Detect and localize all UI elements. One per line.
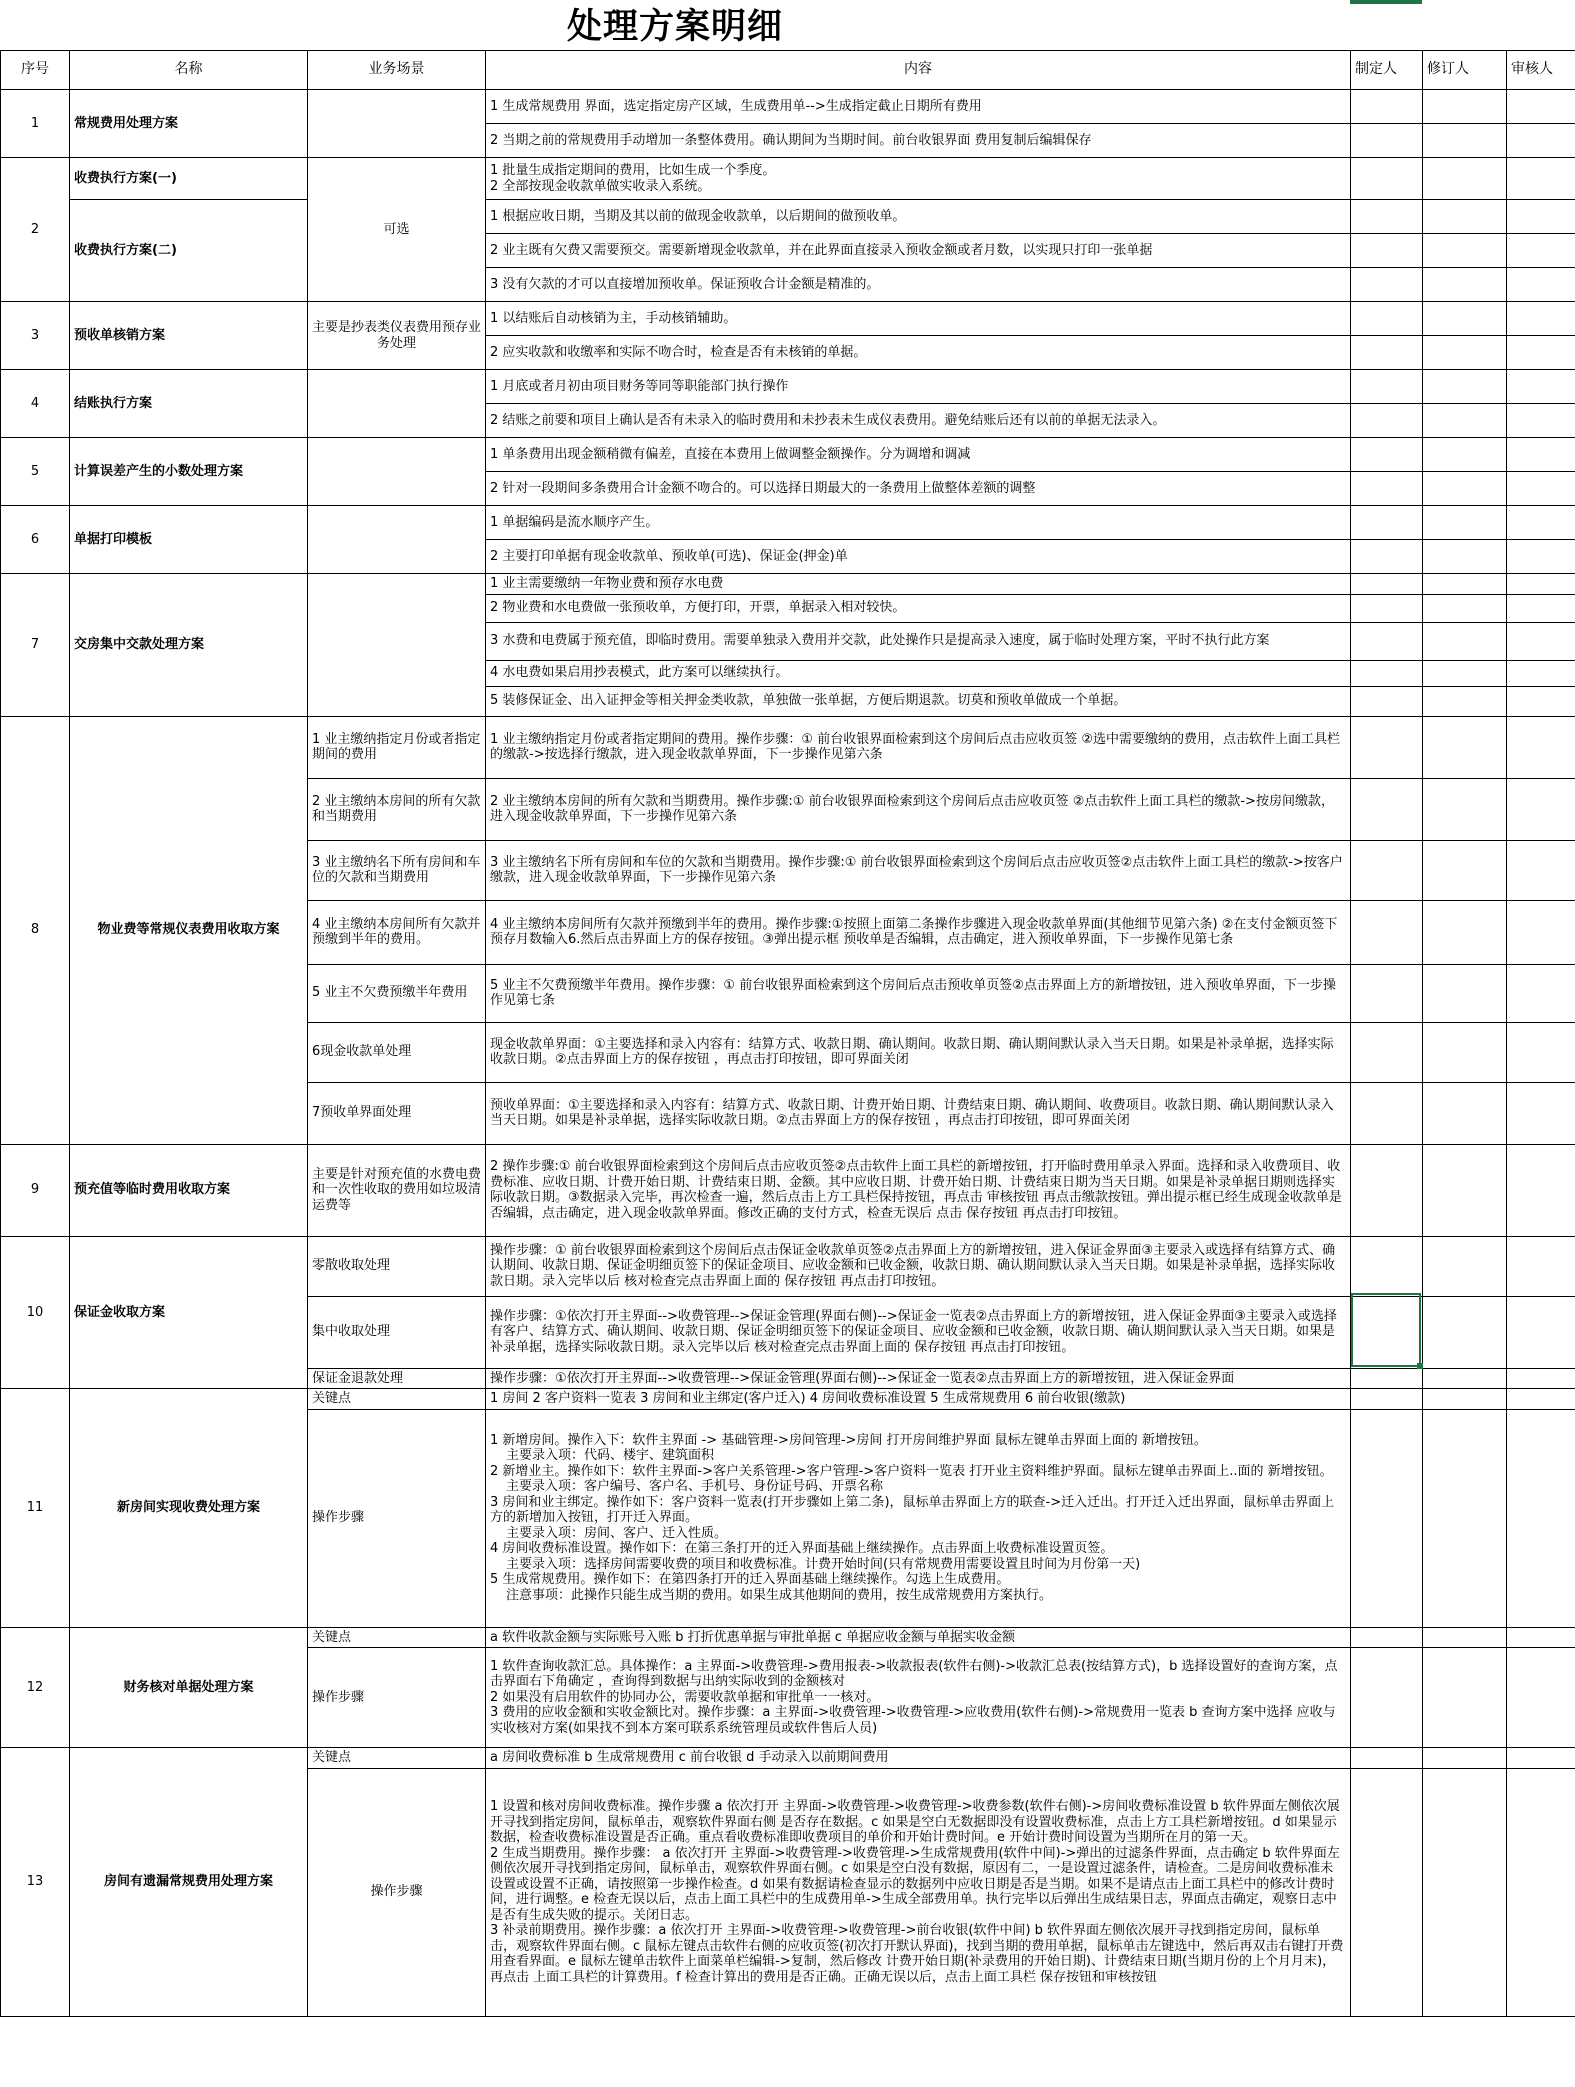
- plan-name[interactable]: 物业费等常规仪表费用收取方案: [70, 716, 308, 1144]
- reviser-cell[interactable]: [1423, 1296, 1507, 1368]
- content-cell[interactable]: 1 生成常规费用 界面，选定指定房产区域，生成费用单-->生成指定截止日期所有费用: [486, 90, 1351, 124]
- reviser-cell[interactable]: [1423, 404, 1507, 438]
- content-cell[interactable]: 2 应实收款和收缴率和实际不吻合时，检查是否有未核销的单据。: [486, 336, 1351, 370]
- table-row: [1, 716, 1575, 778]
- scene-cell[interactable]: 零散收取处理: [308, 1236, 486, 1296]
- reviser-cell[interactable]: [1423, 1409, 1507, 1627]
- checker-cell[interactable]: [1507, 594, 1575, 622]
- table-row: [1, 1144, 1575, 1236]
- reviser-cell[interactable]: [1423, 574, 1507, 595]
- checker-cell[interactable]: [1507, 778, 1575, 840]
- checker-cell[interactable]: [1507, 1648, 1575, 1748]
- row-number[interactable]: 4: [1, 370, 70, 438]
- content-cell[interactable]: 1 以结账后自动核销为主，手动核销辅助。: [486, 302, 1351, 336]
- content-cell[interactable]: 3 业主缴纳名下所有房间和车位的欠款和当期费用。操作步骤:① 前台收银界面检索到这个房间后点击应收页签②点击软件上面工具栏的缴款->按客户缴款，进入现金收款单界面，下一步操作见第六条: [486, 840, 1351, 900]
- content-line: 2 全部按现金收款单做实收录入系统。: [490, 178, 711, 194]
- content-cell[interactable]: 1 月底或者月初由项目财务等同等职能部门执行操作: [486, 370, 1351, 404]
- scene-cell[interactable]: 关键点: [308, 1627, 486, 1648]
- reviser-cell[interactable]: [1423, 622, 1507, 660]
- row-number[interactable]: 13: [1, 1748, 70, 2017]
- scene-cell[interactable]: 操作步骤: [308, 1409, 486, 1627]
- table-row: [1, 1627, 1575, 1648]
- content-cell[interactable]: 3 水费和电费属于预充值，即临时费用。需要单独录入费用并交款，此处操作只是提高录入速度，属于临时处理方案，平时不执行此方案: [486, 622, 1351, 660]
- maker-cell[interactable]: [1351, 506, 1423, 540]
- checker-cell[interactable]: [1507, 1022, 1575, 1082]
- content-line: 1 新增房间。操作入下：软件主界面 -> 基础管理->房间管理->房间 打开房间维护界面 鼠标左键单击界面上面的 新增按钮。: [490, 1432, 1207, 1448]
- maker-cell[interactable]: [1351, 622, 1423, 660]
- maker-cell[interactable]: [1351, 438, 1423, 472]
- content-cell[interactable]: 1 单条费用出现金额稍微有偏差，直接在本费用上做调整金额操作。分为调增和调减: [486, 438, 1351, 472]
- maker-cell[interactable]: [1351, 1296, 1423, 1368]
- header-reviser[interactable]: 修订人: [1423, 51, 1507, 90]
- row-number[interactable]: 6: [1, 506, 70, 574]
- page-title: 处理方案明细: [566, 6, 783, 47]
- maker-cell[interactable]: [1351, 90, 1423, 124]
- maker-cell[interactable]: [1351, 1022, 1423, 1082]
- scene-cell[interactable]: 关键点: [308, 1748, 486, 1769]
- plan-name[interactable]: 房间有遗漏常规费用处理方案: [70, 1748, 308, 2017]
- reviser-cell[interactable]: [1423, 370, 1507, 404]
- maker-cell[interactable]: [1351, 124, 1423, 158]
- content-cell[interactable]: 3 没有欠款的才可以直接增加预收单。保证预收合计金额是精准的。: [486, 268, 1351, 302]
- content-cell[interactable]: 2 针对一段期间多条费用合计金额不吻合的。可以选择日期最大的一条费用上做整体差额的调整: [486, 472, 1351, 506]
- content-cell[interactable]: 1 单据编码是流水顺序产生。: [486, 506, 1351, 540]
- content-cell[interactable]: 5 装修保证金、出入证押金等相关押金类收款，单独做一张单据，方便后期退款。切莫和预收单做成一个单据。: [486, 686, 1351, 716]
- header-row: [1, 51, 1575, 90]
- checker-cell[interactable]: [1507, 716, 1575, 778]
- checker-cell[interactable]: [1507, 506, 1575, 540]
- content-cell[interactable]: 2 结账之前要和项目上确认是否有未录入的临时费用和未抄表未生成仪表费用。避免结账后还有以前的单据无法录入。: [486, 404, 1351, 438]
- content-line: 1 设置和核对房间收费标准。操作步骤 a 依次打开 主界面->收费管理->收费管理->收费参数(软件右侧)->房间收费标准设置 b 软件界面左侧依次展开寻找到指定房间，鼠标单击，观察软件界面右侧 是否存在数据。c 如果是空白无数据即没有设置收费标准，点击上方工具栏新增按钮。d 如果显示数据，检查收费标准设置是否正确。重点看收费标准即收费项目的单价和开始计费时间。e 开始计费时间设置为当期所在月的第一天。: [490, 1799, 1340, 1845]
- plan-name[interactable]: 收费执行方案(二): [70, 200, 308, 302]
- maker-cell[interactable]: [1351, 1368, 1423, 1389]
- maker-cell[interactable]: [1351, 1409, 1423, 1627]
- table-row: [1, 302, 1575, 336]
- scene-cell[interactable]: 5 业主不欠费预缴半年费用: [308, 964, 486, 1022]
- checker-cell[interactable]: [1507, 438, 1575, 472]
- table-row: [1, 438, 1575, 472]
- maker-cell[interactable]: [1351, 1768, 1423, 2016]
- maker-cell[interactable]: [1351, 472, 1423, 506]
- maker-cell[interactable]: [1351, 1144, 1423, 1236]
- maker-cell[interactable]: [1351, 404, 1423, 438]
- scene-cell[interactable]: 4 业主缴纳本房间所有欠款并预缴到半年的费用。: [308, 900, 486, 964]
- table-row: [1, 200, 1575, 234]
- plan-name[interactable]: 财务核对单据处理方案: [70, 1627, 308, 1748]
- row-number[interactable]: 11: [1, 1389, 70, 1628]
- content-cell[interactable]: [486, 1768, 1351, 2016]
- checker-cell[interactable]: [1507, 622, 1575, 660]
- header-maker[interactable]: 制定人: [1351, 51, 1423, 90]
- maker-cell[interactable]: [1351, 964, 1423, 1022]
- checker-cell[interactable]: [1507, 1144, 1575, 1236]
- content-line: 2 新增业主。操作如下：软件主界面->客户关系管理->客户管理->客户资料一览表 打开业主资料维护界面。鼠标左键单击界面上..面的 新增按钮。: [490, 1463, 1333, 1479]
- checker-cell[interactable]: [1507, 964, 1575, 1022]
- checker-cell[interactable]: [1507, 158, 1575, 200]
- scene-cell[interactable]: 6现金收款单处理: [308, 1022, 486, 1082]
- row-number[interactable]: 9: [1, 1144, 70, 1236]
- checker-cell[interactable]: [1507, 200, 1575, 234]
- checker-cell[interactable]: [1507, 336, 1575, 370]
- checker-cell[interactable]: [1507, 404, 1575, 438]
- content-line: 3 补录前期费用。操作步骤：a 依次打开 主界面->收费管理->收费管理->前台收银(软件中间) b 软件界面左侧依次展开寻找到指定房间，鼠标单击，观察软件界面右侧。c 鼠标左键点击软件右侧的应收页签(初次打开默认界面)，找到当期的费用单据，鼠标单击左键选中，然后再双击右键打开费用查看界面。e 鼠标左键单击软件上面菜单栏编辑->复制，然后修改 计费开始日期(补录费用的开始日期)、计费结束日期(当期月份的上个月月末)，再点击 上面工具栏的计算费用。f 检查计算出的费用是否正确。正确无误以后，点击上面工具栏 保存按钮和审核按钮: [490, 1923, 1344, 1985]
- table-row: [1, 574, 1575, 595]
- checker-cell[interactable]: [1507, 1409, 1575, 1627]
- maker-cell[interactable]: [1351, 370, 1423, 404]
- checker-cell[interactable]: [1507, 302, 1575, 336]
- row-number[interactable]: 8: [1, 716, 70, 1144]
- reviser-cell[interactable]: [1423, 660, 1507, 686]
- scene-cell[interactable]: 2 业主缴纳本房间的所有欠款和当期费用: [308, 778, 486, 840]
- table-row: [1, 1236, 1575, 1296]
- content-cell[interactable]: [486, 1648, 1351, 1748]
- scene-cell[interactable]: 操作步骤: [308, 1768, 486, 2016]
- content-line: 2 生成当期费用。操作步骤： a 依次打开 主界面->收费管理->收费管理->生成常规费用(软件中间)->弹出的过滤条件界面，点击确定 b 软件界面左侧依次展开寻找到指定房间，鼠标单击，观察软件界面右侧。c 如果是空白没有数据，原因有二，一是设置过滤条件，请检查。二是房间收费标准未设置或设置不正确，请按照第一步操作检查。d 如果有数据请检查显示的数据列中应收日期是否是当期。如果不是请点击上面工具栏中的修改计费时间，进行调整。e 检查无误以后，点击上面工具栏中的生成费用单->生成全部费用单。执行完毕以后弹出生成结果日志，界面点击确定，观察日志中是否有生成失败的提示。关闭日志。: [490, 1845, 1340, 1923]
- scene-cell[interactable]: 操作步骤: [308, 1648, 486, 1748]
- scene-cell[interactable]: 1 业主缴纳指定月份或者指定期间的费用: [308, 716, 486, 778]
- maker-cell[interactable]: [1351, 1627, 1423, 1648]
- maker-cell[interactable]: [1351, 778, 1423, 840]
- header-content[interactable]: 内容: [486, 51, 1351, 90]
- content-cell[interactable]: 1 业主缴纳指定月份或者指定期间的费用。操作步骤：① 前台收银界面检索到这个房间后点击应收页签 ②选中需要缴纳的费用，点击软件上面工具栏的缴款->按选择行缴款，进入现金收款单界面，下一步操作见第六条: [486, 716, 1351, 778]
- scene-cell[interactable]: [308, 574, 486, 717]
- plan-name[interactable]: 预收单核销方案: [70, 302, 308, 370]
- checker-cell[interactable]: [1507, 660, 1575, 686]
- plan-name[interactable]: 单据打印模板: [70, 506, 308, 574]
- reviser-cell[interactable]: [1423, 268, 1507, 302]
- content-cell[interactable]: a 房间收费标准 b 生成常规费用 c 前台收银 d 手动录入以前期间费用: [486, 1748, 1351, 1769]
- maker-cell[interactable]: [1351, 268, 1423, 302]
- active-column-marker: [1350, 0, 1422, 4]
- content-cell[interactable]: [486, 158, 1351, 200]
- reviser-cell[interactable]: [1423, 540, 1507, 574]
- reviser-cell[interactable]: [1423, 594, 1507, 622]
- content-cell[interactable]: 操作步骤：① 前台收银界面检索到这个房间后点击保证金收款单页签②点击界面上方的新增按钮，进入保证金界面③主要录入或选择有结算方式、确认期间、收款日期、保证金明细页签下的保证金项目、应收金额和已收金额，收款日期、确认期间默认录入当天日期。如果是补录单据，选择实际收款日期。录入完毕以后 核对检查完点击界面上面的 保存按钮 再点击打印按钮。: [486, 1236, 1351, 1296]
- scene-cell[interactable]: 主要是针对预充值的水费电费和一次性收取的费用如垃圾清运费等: [308, 1144, 486, 1236]
- content-line: 注意事项：此操作只能生成当期的费用。如果生成其他期间的费用，按生成常规费用方案执行。: [506, 1587, 1053, 1603]
- checker-cell[interactable]: [1507, 1236, 1575, 1296]
- reviser-cell[interactable]: [1423, 1627, 1507, 1648]
- reviser-cell[interactable]: [1423, 438, 1507, 472]
- content-cell[interactable]: 操作步骤：①依次打开主界面-->收费管理-->保证金管理(界面右侧)-->保证金一览表②点击界面上方的新增按钮，进入保证金界面③主要录入或选择有客户、结算方式、确认期间、收款日期、保证金明细页签下的保证金项目、应收金额和已收金额，收款日期、确认期间默认录入当天日期。如果是补录单据，选择实际收款日期。录入完毕以后 核对检查完点击界面上面的 保存按钮 再点击打印按钮。: [486, 1296, 1351, 1368]
- reviser-cell[interactable]: [1423, 200, 1507, 234]
- content-line: 4 房间收费标准设置。操作如下：在第三条打开的迁入界面基础上继续操作。点击界面上收费标准设置页签。: [490, 1541, 1114, 1557]
- checker-cell[interactable]: [1507, 900, 1575, 964]
- plan-name[interactable]: 常规费用处理方案: [70, 90, 308, 158]
- scene-cell[interactable]: 保证金退款处理: [308, 1368, 486, 1389]
- row-number[interactable]: 5: [1, 438, 70, 506]
- reviser-cell[interactable]: [1423, 124, 1507, 158]
- row-number[interactable]: 2: [1, 158, 70, 302]
- header-no[interactable]: 序号: [1, 51, 70, 90]
- content-line: 5 生成常规费用。操作如下：在第四条打开的迁入界面基础上继续操作。勾选上生成费用。: [490, 1572, 1010, 1588]
- content-cell[interactable]: 2 物业费和水电费做一张预收单，方便打印，开票，单据录入相对较快。: [486, 594, 1351, 622]
- checker-cell[interactable]: [1507, 840, 1575, 900]
- maker-cell[interactable]: [1351, 900, 1423, 964]
- scene-cell[interactable]: 主要是抄表类仪表费用预存业务处理: [308, 302, 486, 370]
- table-row: [1, 370, 1575, 404]
- maker-cell[interactable]: [1351, 1236, 1423, 1296]
- content-cell[interactable]: 1 业主需要缴纳一年物业费和预存水电费: [486, 574, 1351, 595]
- content-line: 2 如果没有启用软件的协同办公，需要收款单据和审批单一一核对。: [490, 1689, 880, 1705]
- scene-cell[interactable]: 可选: [308, 158, 486, 302]
- content-cell[interactable]: 2 业主既有欠费又需要预交。需要新增现金收款单，并在此界面直接录入预收金额或者月数，以实现只打印一张单据: [486, 234, 1351, 268]
- content-cell[interactable]: a 软件收款金额与实际账号入账 b 打折优惠单据与审批单据 c 单据应收金额与单据实收金额: [486, 1627, 1351, 1648]
- table-row: [1, 158, 1575, 200]
- checker-cell[interactable]: [1507, 124, 1575, 158]
- checker-cell[interactable]: [1507, 370, 1575, 404]
- row-number[interactable]: 1: [1, 90, 70, 158]
- scene-cell[interactable]: 7预收单界面处理: [308, 1082, 486, 1144]
- row-number[interactable]: 7: [1, 574, 70, 717]
- reviser-cell[interactable]: [1423, 1768, 1507, 2016]
- content-cell[interactable]: 5 业主不欠费预缴半年费用。操作步骤：① 前台收银界面检索到这个房间后点击预收单页签②点击界面上方的新增按钮，进入预收单界面，下一步操作见第七条: [486, 964, 1351, 1022]
- plan-table: [0, 50, 1575, 2017]
- checker-cell[interactable]: [1507, 574, 1575, 595]
- checker-cell[interactable]: [1507, 1082, 1575, 1144]
- reviser-cell[interactable]: [1423, 1144, 1507, 1236]
- maker-cell[interactable]: [1351, 660, 1423, 686]
- maker-cell[interactable]: [1351, 1748, 1423, 1769]
- checker-cell[interactable]: [1507, 1768, 1575, 2016]
- reviser-cell[interactable]: [1423, 158, 1507, 200]
- checker-cell[interactable]: [1507, 540, 1575, 574]
- maker-cell[interactable]: [1351, 686, 1423, 716]
- reviser-cell[interactable]: [1423, 302, 1507, 336]
- content-cell[interactable]: 2 业主缴纳本房间的所有欠款和当期费用。操作步骤:① 前台收银界面检索到这个房间后点击应收页签 ②点击软件上面工具栏的缴款->按房间缴款，进入现金收款单界面，下一步操作见第六条: [486, 778, 1351, 840]
- content-cell[interactable]: 1 房间 2 客户资料一览表 3 房间和业主绑定(客户迁入) 4 房间收费标准设置 5 生成常规费用 6 前台收银(缴款): [486, 1389, 1351, 1410]
- checker-cell[interactable]: [1507, 268, 1575, 302]
- checker-cell[interactable]: [1507, 1748, 1575, 1769]
- content-cell[interactable]: [486, 1409, 1351, 1627]
- content-line: 3 房间和业主绑定。操作如下：客户资料一览表(打开步骤如上第二条)，鼠标单击界面上方的联查->迁入迁出。打开迁入迁出界面，鼠标单击界面上方的新增加入按钮，打开迁入界面。: [490, 1494, 1335, 1526]
- content-line: 主要录入项：代码、楼宇、建筑面积: [506, 1448, 715, 1464]
- content-line: 1 软件查询收款汇总。具体操作：a 主界面->收费管理->费用报表->收款报表(软件右侧)->收款汇总表(按结算方式)，b 选择设置好的查询方案，点击界面右下角确定 ，查询得到数据与出纳实际收到的金额核对: [490, 1658, 1338, 1690]
- plan-name[interactable]: 结账执行方案: [70, 370, 308, 438]
- row-number[interactable]: 12: [1, 1627, 70, 1748]
- maker-cell[interactable]: [1351, 336, 1423, 370]
- content-cell[interactable]: 4 水电费如果启用抄表模式，此方案可以继续执行。: [486, 660, 1351, 686]
- content-cell[interactable]: 预收单界面：①主要选择和录入内容有：结算方式、收款日期、计费开始日期、计费结束日期、确认期间、收费项目。收款日期、确认期间默认录入当天日期。如果是补录单据，选择实际收款日期。②点击界面上方的保存按钮 ，再点击打印按钮，即可界面关闭: [486, 1082, 1351, 1144]
- row-number[interactable]: 3: [1, 302, 70, 370]
- row-number[interactable]: 10: [1, 1236, 70, 1389]
- plan-name[interactable]: 交房集中交款处理方案: [70, 574, 308, 717]
- maker-cell[interactable]: [1351, 574, 1423, 595]
- maker-cell[interactable]: [1351, 1082, 1423, 1144]
- checker-cell[interactable]: [1507, 1296, 1575, 1368]
- header-scene[interactable]: 业务场景: [308, 51, 486, 90]
- checker-cell[interactable]: [1507, 686, 1575, 716]
- reviser-cell[interactable]: [1423, 1022, 1507, 1082]
- reviser-cell[interactable]: [1423, 778, 1507, 840]
- checker-cell[interactable]: [1507, 90, 1575, 124]
- maker-cell[interactable]: [1351, 1389, 1423, 1410]
- maker-cell[interactable]: [1351, 234, 1423, 268]
- table-row: [1, 90, 1575, 124]
- plan-name[interactable]: 新房间实现收费处理方案: [70, 1389, 308, 1628]
- reviser-cell[interactable]: [1423, 716, 1507, 778]
- maker-cell[interactable]: [1351, 540, 1423, 574]
- plan-name[interactable]: 保证金收取方案: [70, 1236, 308, 1389]
- reviser-cell[interactable]: [1423, 900, 1507, 964]
- reviser-cell[interactable]: [1423, 506, 1507, 540]
- maker-cell[interactable]: [1351, 1648, 1423, 1748]
- reviser-cell[interactable]: [1423, 1389, 1507, 1410]
- reviser-cell[interactable]: [1423, 472, 1507, 506]
- header-name[interactable]: 名称: [70, 51, 308, 90]
- plan-name[interactable]: 预充值等临时费用收取方案: [70, 1144, 308, 1236]
- plan-name[interactable]: 计算误差产生的小数处理方案: [70, 438, 308, 506]
- scene-cell[interactable]: [308, 370, 486, 438]
- content-line: 主要录入项：房间、客户、迁入性质。: [506, 1525, 728, 1541]
- reviser-cell[interactable]: [1423, 1082, 1507, 1144]
- scene-cell[interactable]: [308, 506, 486, 574]
- content-cell[interactable]: 现金收款单界面：①主要选择和录入内容有：结算方式、收款日期、确认期间。收款日期、确认期间默认录入当天日期。如果是补录单据，选择实际收款日期。②点击界面上方的保存按钮 ，再点击打印按钮，即可界面关闭: [486, 1022, 1351, 1082]
- scene-cell[interactable]: 3 业主缴纳名下所有房间和车位的欠款和当期费用: [308, 840, 486, 900]
- checker-cell[interactable]: [1507, 1627, 1575, 1648]
- reviser-cell[interactable]: [1423, 1748, 1507, 1769]
- reviser-cell[interactable]: [1423, 840, 1507, 900]
- content-line: 主要录入项：客户编号、客户名、手机号、身份证号码、开票名称: [506, 1479, 884, 1495]
- content-line: 1 批量生成指定期间的费用，比如生成一个季度。: [490, 163, 776, 178]
- content-cell[interactable]: 4 业主缴纳本房间所有欠款并预缴到半年的费用。操作步骤:①按照上面第二条操作步骤进入现金收款单界面(其他细节见第六条) ②在支付金额页签下预存月数输入6.然后点击界面上方的保存按钮。③弹出提示框 预收单是否编辑，点击确定，进入预收单界面，下一步操作见第七条: [486, 900, 1351, 964]
- content-cell[interactable]: 操作步骤：①依次打开主界面-->收费管理-->保证金管理(界面右侧)-->保证金一览表②点击界面上方的新增按钮，进入保证金界面: [486, 1368, 1351, 1389]
- scene-cell[interactable]: [308, 90, 486, 158]
- content-line: 主要录入项：选择房间需要收费的项目和收费标准。计费开始时间(只有常规费用需要设置且时间为月份第一天): [506, 1556, 1141, 1572]
- maker-cell[interactable]: [1351, 840, 1423, 900]
- maker-cell[interactable]: [1351, 158, 1423, 200]
- header-checker[interactable]: 审核人: [1507, 51, 1575, 90]
- reviser-cell[interactable]: [1423, 336, 1507, 370]
- content-cell[interactable]: 2 当期之前的常规费用手动增加一条整体费用。确认期间为当期时间。前台收银界面 费用复制后编辑保存: [486, 124, 1351, 158]
- reviser-cell[interactable]: [1423, 1236, 1507, 1296]
- maker-cell[interactable]: [1351, 716, 1423, 778]
- reviser-cell[interactable]: [1423, 234, 1507, 268]
- reviser-cell[interactable]: [1423, 90, 1507, 124]
- checker-cell[interactable]: [1507, 472, 1575, 506]
- maker-cell[interactable]: [1351, 200, 1423, 234]
- table-row: [1, 1748, 1575, 1769]
- checker-cell[interactable]: [1507, 1389, 1575, 1410]
- reviser-cell[interactable]: [1423, 686, 1507, 716]
- scene-cell[interactable]: [308, 438, 486, 506]
- maker-cell[interactable]: [1351, 302, 1423, 336]
- table-row: [1, 506, 1575, 540]
- content-line: 3 费用的应收金额和实收金额比对。操作步骤：a 主界面->收费管理->收费管理->应收费用(软件右侧)->常规费用一览表 b 查询方案中选择 应收与实收核对方案(如果找不到本方案可联系系统管理员或软件售后人员): [490, 1705, 1336, 1736]
- content-cell[interactable]: 2 主要打印单据有现金收款单、预收单(可选)、保证金(押金)单: [486, 540, 1351, 574]
- table-row: [1, 1389, 1575, 1410]
- checker-cell[interactable]: [1507, 234, 1575, 268]
- content-cell[interactable]: 1 根据应收日期，当期及其以前的做现金收款单，以后期间的做预收单。: [486, 200, 1351, 234]
- scene-cell[interactable]: 集中收取处理: [308, 1296, 486, 1368]
- reviser-cell[interactable]: [1423, 1368, 1507, 1389]
- content-cell[interactable]: 2 操作步骤:① 前台收银界面检索到这个房间后点击应收页签②点击软件上面工具栏的新增按钮，打开临时费用单录入界面。选择和录入收费项目、收费标准、应收日期、计费开始日期、计费结束日期、金额。其中应收日期、计费开始日期、计费结束日期为当天日期。如果是补录单据日期则选择实际收款日期。③数据录入完毕，再次检查一遍，然后点击上方工具栏保持按钮，再点击 审核按钮 再点击缴款按钮。弹出提示框已经生成现金收款单是否编辑，点击确定，进入现金收款单界面。修改正确的支付方式，检查无误后 点击 保存按钮 再点击打印按钮。: [486, 1144, 1351, 1236]
- reviser-cell[interactable]: [1423, 964, 1507, 1022]
- scene-cell[interactable]: 关键点: [308, 1389, 486, 1410]
- checker-cell[interactable]: [1507, 1368, 1575, 1389]
- reviser-cell[interactable]: [1423, 1648, 1507, 1748]
- maker-cell[interactable]: [1351, 594, 1423, 622]
- plan-name[interactable]: 收费执行方案(一): [70, 158, 308, 200]
